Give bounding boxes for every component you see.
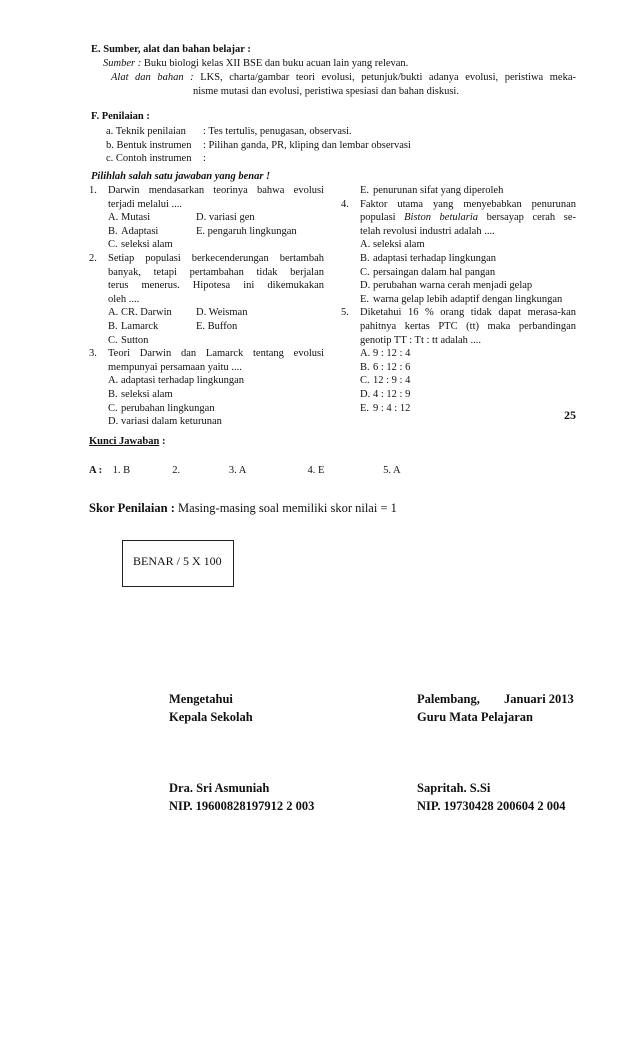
question-1: 1. Darwin mendasarkan teorinya bahwa evolusi terjadi melalui .... A. Mutasi D. variasi gen B. Adaptasi E. pengaruh lingkungan C. seleksi alam — [89, 185, 324, 251]
question-4: 4. Faktor utama yang menyebabkan penurunan populasi Biston betularia bersayap cerah se- telah revolusi industri adalah .... A. seleksi alam B. adaptasi terhadap lingkungan C. persaingan dalam hal pangan D. perubahan warna cerah menjadi gelap E. warna gelap lebih adaptif dengan lingkungan — [341, 198, 576, 305]
sig-right-name: Sapritah. S.Si — [417, 781, 491, 795]
option-row: C. perubahan lingkungan — [108, 402, 215, 414]
option-row: B. seleksi alam — [108, 388, 173, 400]
alat-label: Alat dan bahan : — [111, 72, 194, 83]
option-row: E. penurunan sifat yang diperoleh — [360, 185, 504, 196]
section-f-heading: F. Penilaian : — [91, 111, 150, 122]
sig-left-title: Mengetahui — [169, 692, 233, 706]
answer-key-item: 5. A — [383, 465, 401, 476]
penilaian-item: b. Bentuk instrumen : Pilihan ganda, PR, kliping dan lembar observasi — [106, 139, 411, 151]
skor-label: Skor Penilaian : — [89, 501, 175, 515]
sig-left-nip: NIP. 19600828197912 2 003 — [169, 799, 315, 813]
alat-text-cont: nisme mutasi dan evolusi, peristiwa spesiasi dan bahan diskusi. — [193, 86, 459, 97]
section-e-heading: E. Sumber, alat dan bahan belajar : — [91, 44, 251, 55]
option-row: B. Lamarck E. Buffon — [108, 320, 238, 332]
species-name: Biston betularia — [404, 212, 479, 224]
penilaian-list — [106, 125, 411, 166]
page-number: 25 — [564, 408, 576, 422]
option-row: C. persaingan dalam hal pangan — [360, 266, 496, 278]
question-number: 2. — [89, 252, 97, 264]
question-5: 5. Diketahui 16 % orang tidak dapat merasa-kan pahitnya kertas PTC (tt) maka perbandingan genotip TT : Tt : tt adalah .... A. 9 : 12 : 4 B. 6 : 12 : 6 C. 12 : 9 : 4 D. 4 : 12 : 9 E. 9 : 4 : 12 — [341, 307, 576, 414]
formula-text: BENAR / 5 X 100 — [133, 554, 222, 568]
kunci-heading: Kunci Jawaban : — [89, 436, 166, 447]
skor-row — [89, 502, 397, 516]
question-3: 3. Teori Darwin dan Lamarck tentang evolusi mempunyai persamaan yaitu .... A. adaptasi terhadap lingkungan B. seleksi alam C. perubahan lingkungan D. variasi dalam keturunan — [89, 348, 324, 428]
answer-key-label: A : — [89, 465, 103, 476]
option-row: B. 6 : 12 : 6 — [360, 361, 411, 373]
answer-key-item: 3. A — [228, 465, 247, 476]
sig-right-date: Januari 2013 — [504, 692, 574, 706]
option-row: A. 9 : 12 : 4 — [360, 348, 411, 360]
sumber-text: Buku biologi kelas XII BSE dan buku acuan lain yang relevan. — [143, 58, 409, 69]
question-2: 2. Setiap populasi berkecenderungan bertambah banyak, tetapi pertambahan tidak berjalan terus menerus. Hipotesa ini dikemukakan oleh .... A. CR. Darwin D. Weisman B. Lamarck E. Buffon C. Sutton — [89, 252, 324, 346]
answer-key-item: 2. — [172, 465, 181, 476]
option-row: B. adaptasi terhadap lingkungan — [360, 252, 497, 264]
option-row: C. Sutton — [108, 334, 149, 346]
instruction: Pilihlah salah satu jawaban yang benar ! — [91, 171, 271, 182]
option-row: A. seleksi alam — [360, 239, 425, 251]
option-row: D. perubahan warna cerah menjadi gelap — [360, 280, 533, 292]
left-column — [89, 184, 324, 429]
question-number: 5. — [341, 307, 349, 319]
sig-right-place: Palembang, — [417, 692, 480, 706]
sig-left-role: Kepala Sekolah — [169, 710, 253, 724]
sumber-label: Sumber : — [103, 58, 142, 69]
right-column — [341, 184, 576, 415]
question-number: 4. — [341, 198, 349, 210]
option-row: A. Mutasi D. variasi gen — [108, 212, 255, 224]
sig-left-name: Dra. Sri Asmuniah — [169, 781, 270, 795]
option-row: B. Adaptasi E. pengaruh lingkungan — [108, 225, 297, 237]
alat-text: LKS, charta/gambar teori evolusi, petunjuk/bukti adanya evolusi, peristiwa meka- — [200, 72, 576, 83]
answer-key-row — [89, 464, 401, 478]
option-row: D. 4 : 12 : 9 — [360, 388, 411, 400]
skor-text: Masing-masing soal memiliki skor nilai = 1 — [178, 501, 397, 515]
option-row: D. variasi dalam keturunan — [108, 416, 222, 428]
answer-key-item: 1. B — [112, 465, 131, 476]
penilaian-item: a. Teknik penilaian : Tes tertulis, penugasan, observasi. — [106, 126, 352, 137]
sumber-row — [103, 57, 408, 71]
sig-right-role: Guru Mata Pelajaran — [417, 710, 533, 724]
option-row: A. adaptasi terhadap lingkungan — [108, 375, 245, 387]
option-row: E. 9 : 4 : 12 — [360, 402, 411, 414]
sig-right-nip: NIP. 19730428 200604 2 004 — [417, 799, 566, 813]
alat-row — [111, 71, 576, 85]
option-row: C. 12 : 9 : 4 — [360, 375, 411, 387]
question-number: 1. — [89, 185, 97, 196]
penilaian-item: c. Contoh instrumen : — [106, 153, 206, 165]
option-row: E. warna gelap lebih adaptif dengan lingkungan — [360, 293, 563, 305]
question-number: 3. — [89, 348, 97, 360]
option-row: A. CR. Darwin D. Weisman — [108, 307, 248, 319]
option-row: C. seleksi alam — [108, 239, 173, 251]
answer-key-item: 4. E — [307, 465, 325, 476]
